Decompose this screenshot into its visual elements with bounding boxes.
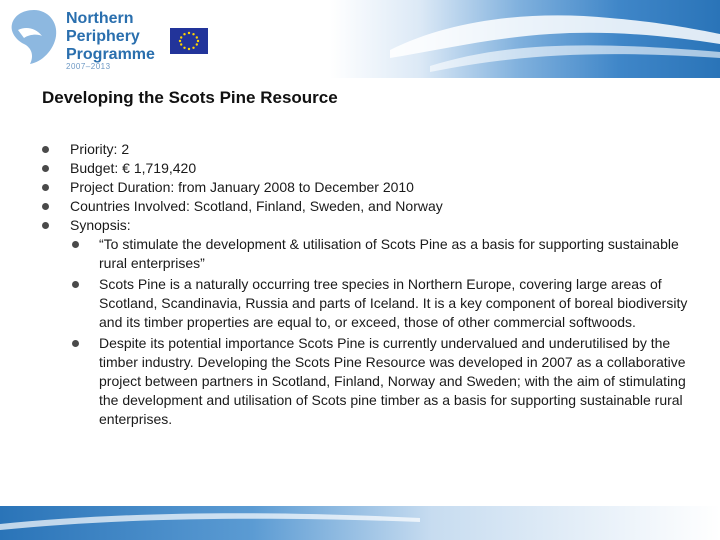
- bullet-dot-icon: [72, 281, 79, 288]
- bullet-dot-icon: [72, 241, 79, 248]
- sub-bullet-text: Scots Pine is a naturally occurring tree species in Northern Europe, covering large areas of Scotland, Scandinavia, Russia and parts of Iceland. It is a key component of boreal biodiversity and its timber properties are equal to, or exceed, those of other commercial softwoods.: [99, 276, 688, 330]
- bullet-item: [42, 178, 692, 197]
- eu-flag-icon: [170, 28, 208, 54]
- logo-years: 2007–2013: [66, 62, 111, 71]
- bullet-dot-icon: [42, 222, 49, 229]
- slide-content: [42, 140, 692, 429]
- bullet-dot-icon: [42, 165, 49, 172]
- bullet-text: Priority: 2: [70, 141, 130, 157]
- sub-bullet-text: “To stimulate the development & utilisation of Scots Pine as a basis for supporting sustainable rural enterprises”: [99, 236, 679, 271]
- slide-title: Developing the Scots Pine Resource: [42, 88, 338, 107]
- bullet-dot-icon: [72, 340, 79, 347]
- bullet-dot-icon: [42, 203, 49, 210]
- sub-bullet-item: [42, 235, 692, 273]
- footer-wave-decoration: [0, 498, 720, 540]
- sub-bullet-text: Despite its potential importance Scots Pine is currently undervalued and underutilised by the timber industry. Developing the Scots Pine Resource was developed in 2007 as a collaborative project between partners in Scotland, Finland, Norway and Sweden; with the aim of stimulating the development and utilisation of Scots pine timber as a basis for supporting sustainable rural enterprises.: [99, 335, 686, 427]
- bullet-item: [42, 140, 692, 159]
- sub-bullet-item: [42, 275, 692, 332]
- bullet-item: [42, 197, 692, 216]
- bullet-item: [42, 216, 692, 235]
- logo-line-3: Programme: [66, 46, 155, 63]
- bullet-text: Project Duration: from January 2008 to December 2010: [70, 179, 414, 195]
- bullet-text: Synopsis:: [70, 217, 131, 233]
- slide-header: [0, 0, 720, 80]
- bird-logo-icon: [8, 8, 60, 66]
- bullet-text: Budget: € 1,719,420: [70, 160, 197, 176]
- header-wave-decoration: [370, 0, 720, 78]
- programme-logo-text: [66, 10, 155, 64]
- bullet-item: [42, 159, 692, 178]
- sub-bullet-item: [42, 334, 692, 429]
- logo-line-1: Northern: [66, 10, 134, 27]
- logo-line-2: Periphery: [66, 28, 140, 45]
- bullet-text: Countries Involved: Scotland, Finland, Sweden, and Norway: [70, 198, 443, 214]
- bullet-dot-icon: [42, 184, 49, 191]
- bullet-dot-icon: [42, 146, 49, 153]
